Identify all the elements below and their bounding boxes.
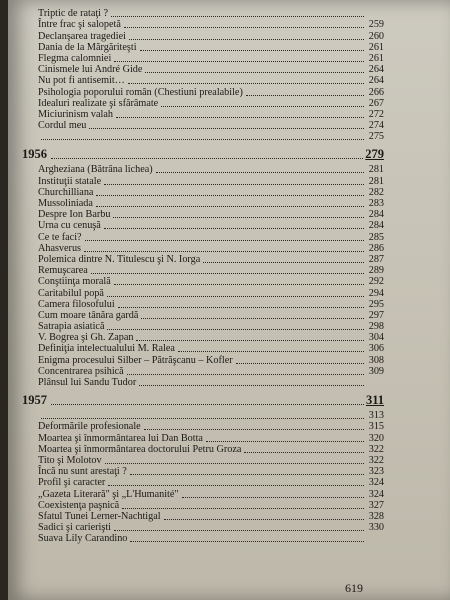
entry-title: Miciurinism valah [38, 108, 113, 120]
toc-entry [22, 310, 384, 321]
dot-leader [111, 15, 364, 17]
toc-entry [22, 64, 384, 75]
dot-leader [124, 26, 364, 28]
entry-title: Argheziana (Bătrâna lichea) [38, 164, 153, 176]
toc-entry [22, 8, 384, 19]
entry-title: Coexistenţa paşnică [38, 499, 120, 511]
dot-leader [85, 239, 364, 241]
entry-page: 313 [368, 410, 384, 422]
toc-entry [22, 265, 384, 276]
entry-page: 272 [368, 108, 384, 120]
entry-title: „Gazeta Literară" şi „L'Humanité" [38, 488, 179, 500]
year-label: 1956 [22, 147, 47, 162]
entry-title: Polemica dintre N. Titulescu şi N. Iorga [38, 253, 201, 265]
entry-page: 275 [368, 131, 384, 143]
entry-title: Camera filosofului [38, 298, 115, 310]
entry-title: Psihologia poporului român (Chestiuni prealabile) [38, 86, 243, 98]
entry-title: Tito şi Molotov [38, 454, 102, 466]
entry-title: Remuşcarea [38, 265, 88, 277]
entry-page: 260 [368, 30, 384, 42]
entry-page: 304 [368, 332, 384, 344]
entry-page: 292 [368, 276, 384, 288]
entry-page: 286 [368, 242, 384, 254]
entry-page: 266 [368, 86, 384, 98]
dot-leader [129, 38, 364, 40]
year-heading-1956 [22, 145, 384, 162]
toc-entry [22, 410, 384, 421]
entry-title: Cordul meu [38, 120, 87, 132]
entry-page: 259 [368, 19, 384, 31]
entry-page: 306 [368, 343, 384, 355]
toc-entry [22, 466, 384, 477]
toc-entry [22, 164, 384, 175]
dot-leader [156, 171, 364, 173]
entry-title: Conştiinţa morală [38, 276, 111, 288]
book-page [8, 0, 450, 600]
toc-entry [22, 220, 384, 231]
entry-title: Încă nu sunt arestaţi ? [38, 466, 127, 478]
dot-leader [113, 216, 364, 218]
entry-page: 315 [368, 421, 384, 433]
toc-entry [22, 432, 384, 443]
year-page: 311 [365, 393, 384, 407]
entry-title: Flegma calomniei [38, 52, 112, 64]
toc-entry [22, 98, 384, 109]
dot-leader [116, 116, 364, 118]
entry-title: Despre Ion Barbu [38, 209, 111, 221]
dot-leader [130, 540, 364, 542]
entry-page: 264 [368, 75, 384, 87]
entry-title: Cinismele lui André Gide [38, 64, 143, 76]
entry-page: 281 [368, 175, 384, 187]
entry-title: Enigma procesului Silber – Pătrăşcanu – Kofler [38, 354, 233, 366]
entry-page: 327 [368, 499, 384, 511]
entry-page: 298 [368, 321, 384, 333]
entry-page: 323 [368, 466, 384, 478]
dot-leader [145, 71, 364, 73]
toc-entry [22, 287, 384, 298]
entry-page: 322 [368, 454, 384, 466]
entry-page: 330 [368, 522, 384, 534]
dot-leader [84, 250, 364, 252]
entry-page: 295 [368, 298, 384, 310]
year-label: 1957 [22, 393, 47, 407]
entry-title: Instituţii statale [38, 175, 102, 187]
entry-page: 322 [368, 443, 384, 455]
dot-leader [246, 94, 364, 96]
entry-title: Concentrarea psihică [38, 365, 124, 377]
toc-entry [22, 533, 384, 544]
entry-page: 324 [368, 477, 384, 489]
toc-group-3 [22, 410, 384, 544]
entry-page: 285 [368, 231, 384, 243]
toc-entry [22, 198, 384, 209]
entry-page: 309 [368, 365, 384, 377]
entry-title: Nu pot fi antisemit… [38, 75, 125, 87]
entry-page: 281 [368, 164, 384, 176]
entry-page: 297 [368, 309, 384, 321]
dot-leader [161, 105, 364, 107]
toc-entry [22, 209, 384, 220]
toc-entry [22, 343, 384, 354]
dot-leader [41, 138, 364, 140]
dot-leader [104, 227, 364, 229]
entry-title: Caritabilul popă [38, 287, 104, 299]
dot-leader [96, 194, 364, 196]
toc-entry [22, 366, 384, 377]
dot-leader [164, 518, 364, 520]
entry-title: Sfatul Tunei Lerner-Nachtigal [38, 510, 161, 522]
toc-entry [22, 109, 384, 120]
dot-leader [108, 484, 364, 486]
dot-leader [206, 440, 364, 442]
toc-entry [22, 131, 384, 142]
toc-entry [22, 500, 384, 511]
dot-leader [89, 127, 364, 129]
toc-entry [22, 444, 384, 455]
year-heading-1957 [22, 391, 384, 408]
dot-leader [178, 350, 364, 352]
entry-title: Profil şi caracter [38, 477, 106, 489]
entry-page: 267 [368, 97, 384, 109]
entry-page: 274 [368, 120, 384, 132]
toc-entry [22, 175, 384, 186]
toc-entry [22, 30, 384, 41]
toc-entry [22, 231, 384, 242]
entry-page: 261 [368, 52, 384, 64]
entry-page: 261 [368, 41, 384, 53]
entry-title: Churchilliana [38, 186, 94, 198]
year-page: 279 [365, 147, 384, 162]
entry-title: Urna cu cenuşă [38, 220, 101, 232]
dot-leader [114, 529, 364, 531]
entry-page: 283 [368, 198, 384, 209]
toc-entry [22, 187, 384, 198]
dot-leader [107, 328, 364, 330]
toc-entry [22, 354, 384, 365]
toc-entry [22, 511, 384, 522]
dot-leader [136, 339, 364, 341]
entry-title: Moartea şi înmormântarea doctorului Petru Groza [38, 443, 242, 455]
entry-page: 294 [368, 287, 384, 299]
dot-leader [105, 462, 364, 464]
entry-title: Moartea şi înmormântarea lui Dan Botta [38, 432, 203, 444]
dot-leader [114, 283, 364, 285]
dot-leader [118, 306, 364, 308]
dot-leader [244, 451, 364, 453]
toc-entry [22, 243, 384, 254]
dot-leader [51, 157, 363, 159]
toc-entry [22, 19, 384, 30]
page-number: 619 [345, 581, 363, 595]
entry-page: 320 [368, 432, 384, 444]
entry-title: Ahasverus [38, 242, 82, 254]
dot-leader [130, 473, 364, 475]
entry-title: Idealuri realizate şi sfărâmate [38, 97, 159, 109]
dot-leader [114, 60, 364, 62]
toc-entry [22, 321, 384, 332]
entry-title: Suava Lily Carandino [38, 533, 128, 545]
dot-leader [140, 49, 364, 51]
entry-title: Definiţia intelectualului M. Ralea [38, 343, 175, 355]
entry-page: 284 [368, 220, 384, 232]
entry-page: 289 [368, 265, 384, 277]
entry-title: Mussoliniada [38, 198, 93, 209]
entry-title: Declanşarea tragediei [38, 30, 126, 42]
entry-page: 328 [368, 510, 384, 522]
entry-page: 324 [368, 488, 384, 500]
entry-title: V. Bogrea şi Gh. Zapan [38, 332, 134, 344]
dot-leader [203, 261, 364, 263]
entry-title: Cum moare tânăra gardă [38, 309, 139, 321]
toc-entry [22, 377, 384, 388]
toc-group-2 [22, 164, 384, 388]
toc-entry [22, 120, 384, 131]
entry-page: 264 [368, 64, 384, 76]
toc-entry [22, 421, 384, 432]
toc-entry [22, 75, 384, 86]
table-of-contents [22, 8, 384, 544]
dot-leader [51, 403, 364, 405]
dot-leader [104, 183, 364, 185]
toc-entry [22, 455, 384, 466]
toc-entry [22, 86, 384, 97]
dot-leader [127, 373, 364, 375]
toc-entry [22, 477, 384, 488]
dot-leader [139, 384, 364, 386]
toc-entry [22, 522, 384, 533]
dot-leader [128, 82, 364, 84]
dot-leader [236, 362, 364, 364]
entry-title: Satrapia asiatică [38, 321, 105, 333]
entry-page: 284 [368, 209, 384, 221]
entry-page: 287 [368, 253, 384, 265]
dot-leader [91, 272, 364, 274]
entry-title: Sadici şi carierişti [38, 522, 111, 534]
toc-entry [22, 299, 384, 310]
entry-title: Plânsul lui Sandu Tudor [38, 377, 137, 388]
dot-leader [182, 496, 364, 498]
dot-leader [107, 295, 364, 297]
dot-leader [96, 205, 364, 207]
entry-title: Triptic de rataţi ? [38, 8, 109, 20]
toc-entry [22, 53, 384, 64]
toc-entry [22, 42, 384, 53]
toc-entry [22, 276, 384, 287]
toc-group-1 [22, 8, 384, 142]
entry-title: Între frac şi salopetă [38, 19, 121, 31]
toc-entry [22, 488, 384, 499]
entry-title: Ce te faci? [38, 231, 82, 243]
dot-leader [41, 417, 364, 419]
dot-leader [141, 317, 364, 319]
entry-page: 308 [368, 354, 384, 366]
toc-entry [22, 254, 384, 265]
entry-title: Dania de la Mărgăriteşti [38, 41, 137, 53]
dot-leader [144, 428, 364, 430]
dot-leader [122, 507, 364, 509]
entry-page: 282 [368, 186, 384, 198]
toc-entry [22, 332, 384, 343]
entry-title: Deformările profesionale [38, 421, 141, 433]
